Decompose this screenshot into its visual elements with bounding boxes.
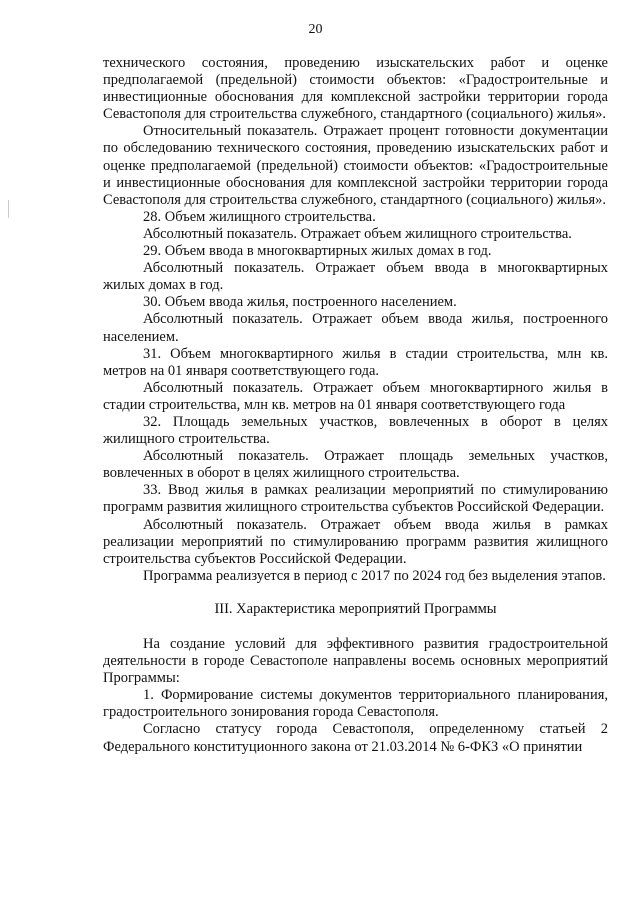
scan-margin-mark xyxy=(8,200,9,218)
paragraph-item-31-description: Абсолютный показатель. Отражает объем многоквартирного жилья в стадии строительства, млн кв. метров на 01 января соответствующего года xyxy=(103,379,608,413)
paragraph-item-30: 30. Объем ввода жилья, построенного населением. xyxy=(143,294,457,311)
paragraph-item-28: 28. Объем жилищного строительства. xyxy=(143,208,376,225)
paragraph-item-28-description: Абсолютный показатель. Отражает объем жилищного строительства. xyxy=(143,225,572,242)
paragraph-indicator-description: Относительный показатель. Отражает процент готовности документации по обследованию технического состояния, проведению изыскательских работ и оценке предполагаемой (предельной) стоимости объектов: «Градостроительные и инвестиционные обоснования для комплексной застройки территории города Севастополя для строительства служебного, стандартного (социального) жилья». xyxy=(103,123,608,208)
paragraph-item-33: 33. Ввод жилья в рамках реализации мероприятий по стимулированию программ развития жилищного строительства субъектов Российской Федерации. xyxy=(103,482,608,516)
page-number: 20 xyxy=(308,22,323,37)
paragraph-continuation: технического состояния, проведению изыскательских работ и оценке предполагаемой (предельной) стоимости объектов: «Градостроительные и инвестиционные обоснования для комплексной застройки территории города Севастополя для строительства служебного, стандартного (социального) жилья». xyxy=(103,55,608,123)
paragraph-measures-intro: На создание условий для эффективного развития градостроительной деятельности в городе Севастополе направлены восемь основных мероприятий Программы: xyxy=(103,636,608,687)
document-body xyxy=(103,55,608,756)
paragraph-item-29-description: Абсолютный показатель. Отражает объем ввода в многоквартирных жилых домах в год. xyxy=(103,260,608,294)
paragraph-item-29: 29. Объем ввода в многоквартирных жилых домах в год. xyxy=(143,243,492,260)
paragraph-item-30-description: Абсолютный показатель. Отражает объем ввода жилья, построенного населением. xyxy=(103,311,608,345)
paragraph-item-31: 31. Объем многоквартирного жилья в стадии строительства, млн кв. метров на 01 января соответствующего года. xyxy=(103,345,608,379)
section-heading: III. Характеристика мероприятий Программы xyxy=(214,600,497,617)
paragraphs-before-heading xyxy=(103,55,608,585)
paragraph-sevastopol-status: Согласно статусу города Севастополя, определенному статьей 2 Федерального конституционного закона от 21.03.2014 № 6-ФКЗ «О принятии xyxy=(103,721,608,755)
paragraph-item-32-description: Абсолютный показатель. Отражает площадь земельных участков, вовлеченных в оборот в целях жилищного строительства. xyxy=(103,448,608,482)
paragraph-program-period: Программа реализуется в период с 2017 по 2024 год без выделения этапов. xyxy=(143,567,606,584)
paragraphs-after-heading xyxy=(103,636,608,756)
paragraph-item-32: 32. Площадь земельных участков, вовлеченных в оборот в целях жилищного строительства. xyxy=(103,413,608,448)
paragraph-item-33-description: Абсолютный показатель. Отражает объем ввода жилья в рамках реализации мероприятий по стимулированию программ развития жилищного строительства субъектов Российской Федерации. xyxy=(103,516,608,567)
paragraph-measure-1: 1. Формирование системы документов территориального планирования, градостроительного зонирования города Севастополя. xyxy=(103,687,608,721)
